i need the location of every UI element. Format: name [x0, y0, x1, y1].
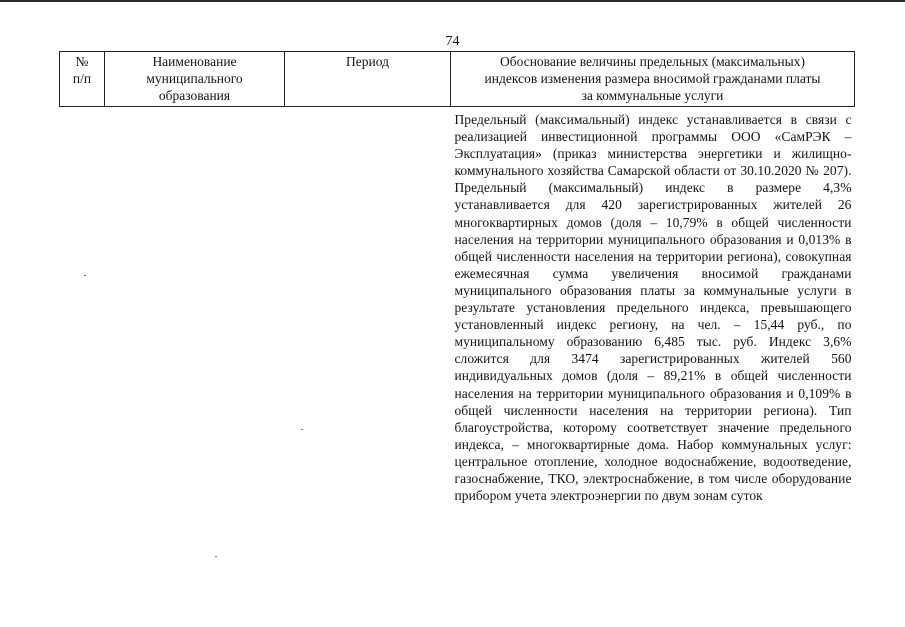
cell-number [60, 107, 105, 505]
header-justification [451, 52, 855, 107]
top-border-line [0, 0, 905, 2]
scan-speck [215, 556, 217, 557]
page-number: 74 [445, 34, 460, 49]
header-municipality-text: Наименование муниципального образования [146, 54, 243, 103]
cell-municipality [105, 107, 285, 505]
header-justification-text: Обоснование величины предельных (максимальных) индексов изменения размера вносимой гражданами платы за коммунальные услуги [484, 54, 821, 103]
header-number [60, 52, 105, 107]
header-municipality [105, 52, 285, 107]
scan-speck [301, 429, 303, 430]
header-period-text: Период [346, 54, 389, 69]
tariff-index-table [59, 51, 855, 504]
table-row [60, 107, 855, 505]
scan-speck [84, 275, 86, 276]
cell-justification [451, 107, 855, 505]
justification-text: Предельный (максимальный) индекс устанавливается в связи с реализацией инвестиционной программы ООО «СамРЭК – Эксплуатация» (приказ министерства энергетики и жилищно-коммунального хозяйства Самарской области от 30.10.2020 № 207). Предельный (максимальный) индекс в размере 4,3% устанавливается для 420 зарегистрированных жителей 26 многоквартирных домов (доля – 10,79% в общей численности населения на территории муниципального образования и 0,013% в общей численности населения на территории региона), совокупная ежемесячная сумма увеличения вносимой гражданами муниципального образования платы за коммунальные услуги в результате установления предельного индекса, превышающего установленный индекс региону, на чел. – 15,44 руб., по муниципальному образованию 6,485 тыс. руб. Индекс 3,6% сложится для 3474 зарегистрированных жителей 560 индивидуальных домов (доля – 89,21% в общей численности населения на территории муниципального образования и 0,109% в общей численности населения на территории региона). Тип благоустройства, которому соответствует значение предельного индекса, – многоквартирные дома. Набор коммунальных услуг: центральное отопление, холодное водоснабжение, водоотведение, газоснабжение, ТКО, электроснабжение, в том числе оборудование прибором учета электроэнергии по двум зонам суток [454, 112, 852, 504]
cell-period [285, 107, 451, 505]
table-header-row [60, 52, 855, 107]
header-number-text: № п/п [72, 54, 92, 86]
header-period [285, 52, 451, 107]
